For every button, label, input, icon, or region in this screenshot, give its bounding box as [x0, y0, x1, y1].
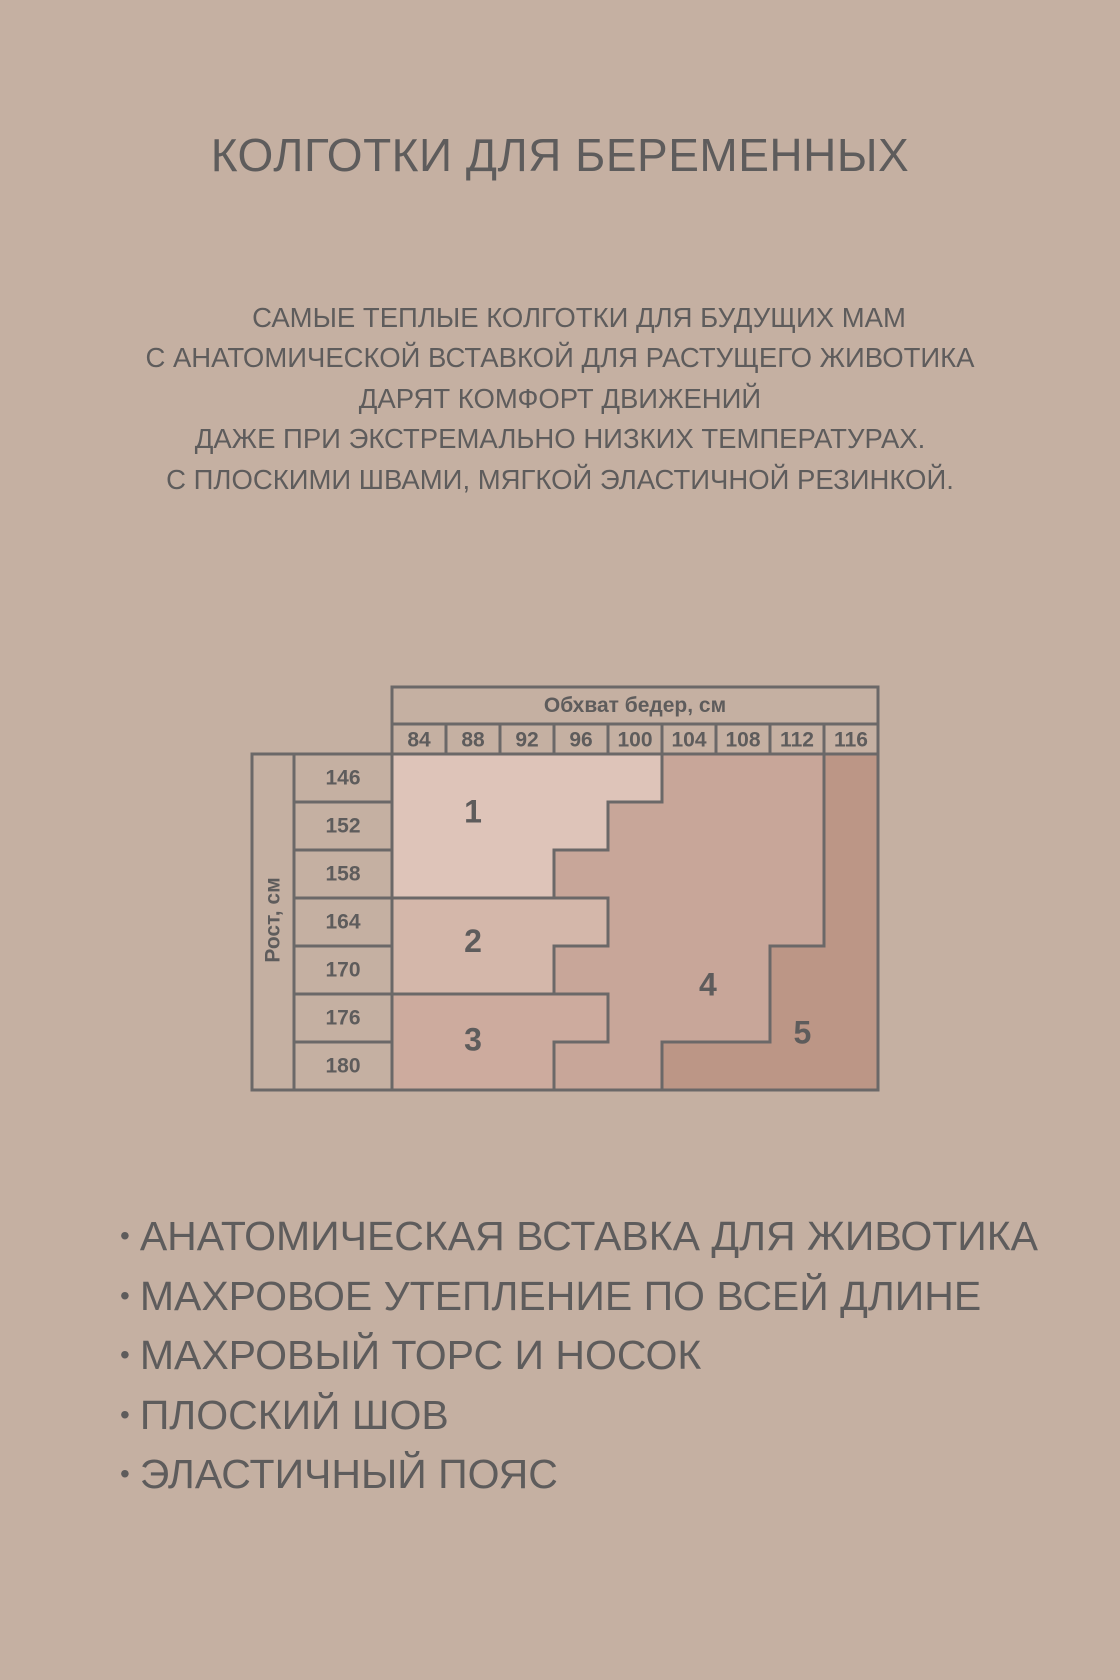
size-zone-cell — [554, 850, 609, 899]
size-zone-cell — [824, 898, 879, 947]
size-zone-cell — [500, 946, 555, 995]
size-zone-cell — [392, 850, 447, 899]
size-zone-cell — [554, 802, 609, 851]
page-title: КОЛГОТКИ ДЛЯ БЕРЕМЕННЫХ — [210, 129, 910, 181]
size-zone-cell — [392, 754, 447, 803]
height-tick-label: 180 — [325, 1054, 361, 1078]
hip-tick-label: 84 — [407, 728, 431, 752]
size-zone-cell — [716, 850, 771, 899]
size-zone-cell — [608, 850, 663, 899]
feature-item — [120, 1447, 1038, 1507]
hip-tick-label: 108 — [725, 728, 761, 752]
hip-tick-label: 88 — [461, 728, 485, 752]
size-zone-cell — [770, 946, 825, 995]
size-zone-cell — [608, 802, 663, 851]
size-label: 2 — [464, 923, 482, 960]
description-line: С АНАТОМИЧЕСКОЙ ВСТАВКОЙ ДЛЯ РАСТУЩЕГО ЖИВОТИКА — [145, 342, 975, 374]
size-zone-cell — [824, 946, 879, 995]
description-line: САМЫЕ ТЕПЛЫЕ КОЛГОТКИ ДЛЯ БУДУЩИХ МАМ — [252, 302, 906, 333]
height-tick-label: 146 — [325, 766, 361, 790]
size-zone-cell — [608, 1042, 663, 1091]
hip-tick-label: 92 — [515, 728, 539, 752]
size-zone-cell — [608, 898, 663, 947]
size-zone-cell — [554, 994, 609, 1043]
bullet-icon: • — [120, 1279, 130, 1311]
size-zone-cell — [824, 994, 879, 1043]
bullet-icon: • — [120, 1220, 130, 1251]
size-zone-cell — [770, 898, 825, 947]
description-line: С ПЛОСКИМИ ШВАМИ, МЯГКОЙ ЭЛАСТИЧНОЙ РЕЗИНКОЙ. — [166, 463, 954, 495]
size-zone-cell — [716, 994, 771, 1043]
row-header-label: Рост, см — [261, 877, 285, 963]
size-zone-cell — [500, 994, 555, 1043]
size-zone-cell — [392, 1042, 447, 1091]
hip-tick-label: 96 — [569, 728, 593, 752]
size-zone-cell — [500, 754, 555, 803]
bullet-icon: • — [120, 1339, 130, 1370]
size-zone-cell — [662, 1042, 717, 1091]
size-zone-cell — [500, 1042, 555, 1091]
feature-text: МАХРОВОЕ УТЕПЛЕНИЕ ПО ВСЕЙ ДЛИНЕ — [139, 1272, 982, 1319]
size-zone-cell — [716, 898, 771, 947]
size-zone-cell — [716, 1042, 771, 1091]
size-label: 3 — [464, 1021, 482, 1058]
feature-text: ЭЛАСТИЧНЫЙ ПОЯС — [139, 1451, 558, 1497]
bullet-icon: • — [120, 1458, 130, 1489]
size-zone-cell — [392, 946, 447, 995]
size-zone-cell — [770, 850, 825, 899]
size-zone-cell — [608, 994, 663, 1043]
size-zone-cell — [608, 946, 663, 995]
size-label: 4 — [699, 966, 717, 1003]
size-zone-cell — [716, 802, 771, 851]
size-zone-cell — [392, 994, 447, 1043]
size-zone-cell — [662, 850, 717, 899]
size-zone-cell — [554, 898, 609, 947]
height-tick-label: 158 — [325, 862, 361, 886]
size-zone-cell — [770, 802, 825, 851]
size-zone-cell — [554, 754, 609, 803]
height-tick-label: 176 — [325, 1006, 361, 1030]
size-zone-cell — [716, 754, 771, 803]
size-label: 5 — [793, 1014, 812, 1051]
size-zone-cell — [662, 802, 717, 851]
size-zone-cell — [824, 802, 879, 851]
height-tick-label: 152 — [325, 814, 361, 838]
size-zone-cell — [500, 850, 555, 899]
feature-list — [120, 1209, 1038, 1507]
size-zone-cell — [392, 802, 447, 851]
hip-tick-label: 104 — [671, 728, 707, 752]
feature-item — [120, 1328, 1038, 1388]
size-zone-cell — [554, 946, 609, 995]
height-tick-label: 170 — [325, 958, 361, 982]
size-zone-cell — [500, 802, 555, 851]
size-zone-cell — [392, 898, 447, 947]
size-zone-cell — [824, 850, 879, 899]
size-zone-cell — [662, 898, 717, 947]
column-header-label: Обхват бедер, см — [543, 694, 727, 717]
feature-item — [120, 1269, 1038, 1329]
size-zone-cell — [662, 754, 717, 803]
height-tick-label: 164 — [325, 910, 361, 934]
size-label: 1 — [464, 793, 482, 830]
size-zone-cell — [608, 754, 663, 803]
size-zone-cell — [770, 754, 825, 803]
description-line: ДАРЯТ КОМФОРТ ДВИЖЕНИЙ — [358, 382, 762, 414]
hip-tick-label: 112 — [780, 728, 814, 752]
size-zone-cell — [716, 946, 771, 995]
description-line: ДАЖЕ ПРИ ЭКСТРЕМАЛЬНО НИЗКИХ ТЕМПЕРАТУРАХ. — [194, 423, 926, 455]
feature-item — [120, 1209, 1038, 1269]
size-zone-cell — [554, 1042, 609, 1091]
hip-tick-label: 116 — [834, 728, 868, 752]
size-zone-cell — [824, 754, 879, 803]
feature-text: ПЛОСКИЙ ШОВ — [139, 1391, 449, 1438]
feature-text: МАХРОВЫЙ ТОРС И НОСОК — [139, 1332, 702, 1378]
hip-tick-label: 100 — [617, 728, 653, 752]
size-zone-cell — [500, 898, 555, 947]
size-zone-cell — [446, 850, 501, 899]
bullet-icon: • — [120, 1398, 130, 1430]
feature-item — [120, 1388, 1038, 1448]
feature-text: АНАТОМИЧЕСКАЯ ВСТАВКА ДЛЯ ЖИВОТИКА — [139, 1213, 1038, 1259]
size-zone-cell — [824, 1042, 879, 1091]
